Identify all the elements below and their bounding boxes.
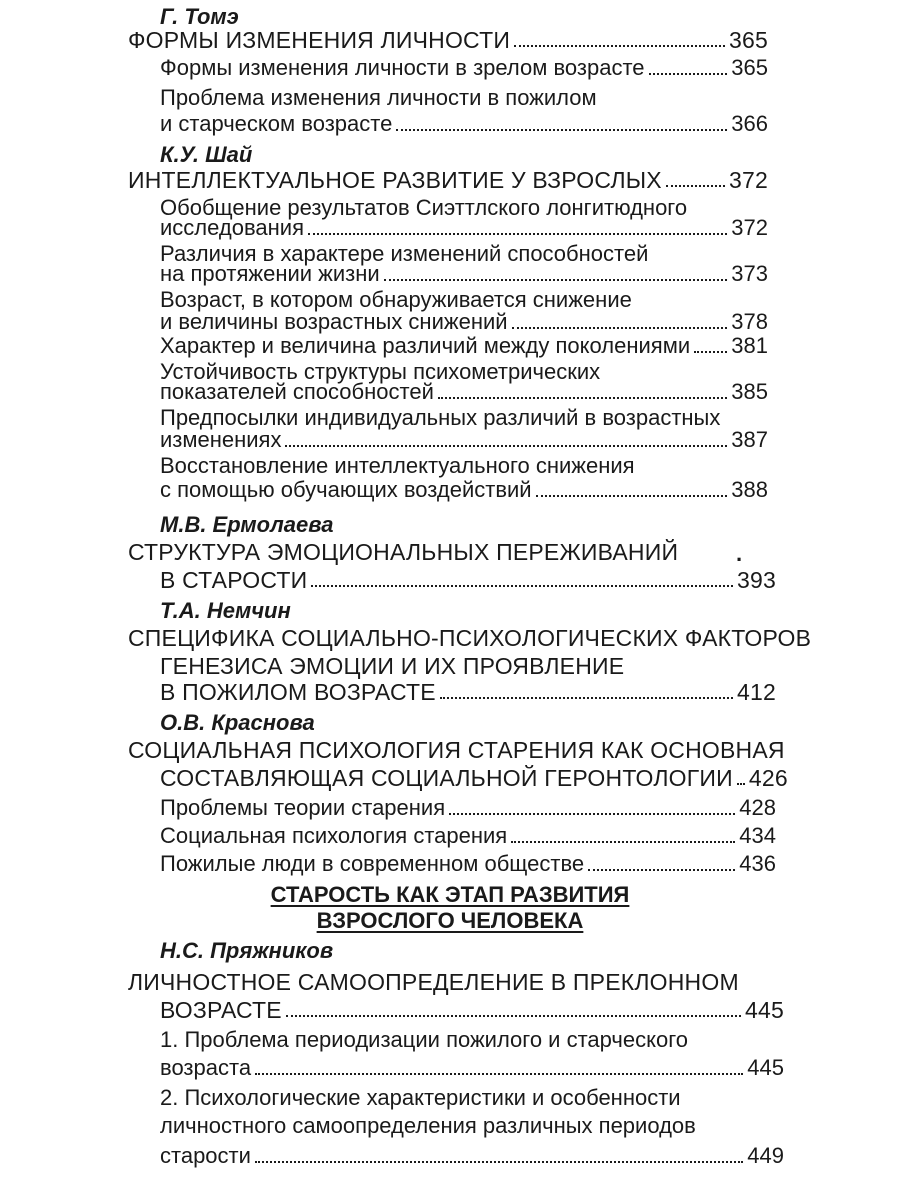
dot-leader [255, 1072, 743, 1075]
entry-title: 1. Проблема периодизации пожилого и старческого [160, 1027, 688, 1052]
dot-leader [396, 128, 727, 131]
dot-leader [737, 782, 745, 785]
entry-title: Социальная психология старения [160, 823, 508, 848]
toc-subentry[interactable] [160, 822, 776, 850]
page-number: 373 [731, 261, 768, 286]
entry-title: Обобщение результатов Сиэттлского лонгитюдного [160, 195, 688, 220]
page-number: 381 [731, 333, 768, 358]
toc-subentry-line [160, 1084, 784, 1112]
entry-title: Предпосылки индивидуальных различий в возрастных [160, 405, 721, 430]
page-number: 387 [731, 427, 768, 452]
toc-subentry[interactable] [160, 850, 776, 878]
page-number: 412 [737, 679, 776, 705]
entry-title: СОСТАВЛЯЮЩАЯ СОЦИАЛЬНОЙ ГЕРОНТОЛОГИИ [160, 765, 733, 791]
toc-entry[interactable] [160, 764, 788, 792]
entry-title: исследования [160, 215, 304, 240]
author-name: Т.А. Немчин [160, 598, 291, 623]
page-number: 385 [731, 379, 768, 404]
author-name: Н.С. Пряжников [160, 938, 334, 963]
dot-leader [511, 840, 735, 843]
dot-leader [649, 72, 728, 75]
toc-subentry[interactable] [160, 476, 768, 504]
author-name: М.В. Ермолаева [160, 512, 334, 537]
dot-leader [311, 584, 733, 587]
entry-title: и величины возрастных снижений [160, 309, 508, 334]
entry-title: Проблема изменения личности в пожилом [160, 85, 597, 110]
entry-title: на протяжении жизни [160, 261, 380, 286]
toc-entry[interactable] [160, 996, 784, 1024]
entry-title: Пожилые люди в современном обществе [160, 851, 585, 876]
dot-leader [308, 232, 727, 235]
entry-title: и старческом возрасте [160, 111, 393, 136]
page-number: 365 [731, 55, 768, 80]
entry-title: Восстановление интеллектуального снижения [160, 453, 635, 478]
entry-title: Характер и величина различий между поколениями [160, 333, 691, 358]
entry-title: ФОРМЫ ИЗМЕНЕНИЯ ЛИЧНОСТИ [128, 27, 511, 53]
dot-leader [255, 1160, 743, 1163]
toc-subentry[interactable] [160, 214, 768, 242]
dot-leader [512, 326, 728, 329]
entry-title: ВОЗРАСТЕ [160, 997, 282, 1023]
toc-entry-line [128, 538, 768, 566]
page-number: 366 [731, 111, 768, 136]
page-number: 388 [731, 477, 768, 502]
entry-title: 2. Психологические характеристики и особенности [160, 1085, 681, 1110]
entry-title: Возраст, в котором обнаруживается снижение [160, 287, 632, 312]
toc-subentry[interactable] [160, 1142, 784, 1170]
entry-title: старости [160, 1143, 251, 1168]
entry-title: ЛИЧНОСТНОЕ САМООПРЕДЕЛЕНИЕ В ПРЕКЛОННОМ [128, 969, 739, 995]
toc-entry-line [160, 652, 776, 680]
toc-subentry[interactable] [160, 1054, 784, 1082]
entry-title: ГЕНЕЗИСА ЭМОЦИИ И ИХ ПРОЯВЛЕНИЕ [160, 653, 625, 679]
entry-title: СОЦИАЛЬНАЯ ПСИХОЛОГИЯ СТАРЕНИЯ КАК ОСНОВНАЯ [128, 737, 785, 763]
entry-title: СТРУКТУРА ЭМОЦИОНАЛЬНЫХ ПЕРЕЖИВАНИЙ [128, 539, 679, 565]
page-number: 445 [747, 1055, 784, 1080]
entry-title: В СТАРОСТИ [160, 567, 308, 593]
page-number: 378 [731, 309, 768, 334]
toc-subentry-line [160, 1112, 784, 1140]
author-name: О.В. Краснова [160, 710, 315, 735]
toc-subentry[interactable] [160, 794, 776, 822]
dot-leader [536, 494, 728, 497]
page-number: 372 [731, 215, 768, 240]
toc-entry[interactable] [128, 166, 768, 194]
entry-title: Проблемы теории старения [160, 795, 446, 820]
toc-subentry[interactable] [160, 378, 768, 406]
toc-entry-line [128, 624, 812, 652]
entry-title: Формы изменения личности в зрелом возрасте [160, 55, 645, 80]
section-heading-line: СТАРОСТЬ КАК ЭТАП РАЗВИТИЯ [270, 882, 630, 907]
page-number: 365 [729, 27, 768, 53]
entry-title: с помощью обучающих воздействий [160, 477, 532, 502]
stray-dot-mark: · [736, 547, 744, 572]
toc-subentry[interactable] [160, 426, 768, 454]
dot-leader [384, 278, 728, 281]
entry-title: В ПОЖИЛОМ ВОЗРАСТЕ [160, 679, 436, 705]
page-number: 393 [737, 567, 776, 593]
dot-leader [694, 350, 727, 353]
page-number: 428 [739, 795, 776, 820]
dot-leader [666, 184, 725, 187]
toc-subentry[interactable] [160, 110, 768, 138]
section-heading [0, 882, 900, 908]
toc-subentry[interactable] [160, 260, 768, 288]
page-number: 372 [729, 167, 768, 193]
toc-subentry-line [160, 1026, 784, 1054]
section-heading-line: ВЗРОСЛОГО ЧЕЛОВЕКА [316, 908, 584, 933]
entry-title: изменениях [160, 427, 282, 452]
dot-leader [286, 1014, 741, 1017]
dot-leader [285, 444, 727, 447]
toc-subentry[interactable] [160, 54, 768, 82]
entry-title: Устойчивость структуры психометрических [160, 359, 601, 384]
dot-leader [449, 812, 735, 815]
dot-leader [440, 696, 733, 699]
dot-leader [588, 868, 735, 871]
dot-leader [438, 396, 727, 399]
entry-title: личностного самоопределения различных периодов [160, 1113, 696, 1138]
dot-leader [514, 44, 725, 47]
toc-subentry[interactable] [160, 332, 768, 360]
toc-entry[interactable] [128, 26, 768, 54]
section-heading [0, 908, 900, 934]
entry-title: Различия в характере изменений способностей [160, 241, 649, 266]
entry-title: возраста [160, 1055, 252, 1080]
page-number: 426 [748, 765, 788, 791]
toc-entry[interactable] [160, 566, 776, 594]
entry-title: СПЕЦИФИКА СОЦИАЛЬНО-ПСИХОЛОГИЧЕСКИХ ФАКТОРОВ [128, 625, 812, 651]
author-name: К.У. Шай [160, 142, 253, 167]
page-number: 449 [747, 1143, 784, 1168]
toc-entry[interactable] [160, 678, 776, 706]
toc-entry-line [128, 736, 788, 764]
toc-subentry-line [160, 84, 768, 112]
author-name: Г. Томэ [160, 4, 239, 29]
entry-title: показателей способностей [160, 379, 434, 404]
entry-title: ИНТЕЛЛЕКТУАЛЬНОЕ РАЗВИТИЕ У ВЗРОСЛЫХ [128, 167, 662, 193]
page-number: 434 [739, 823, 776, 848]
page-number: 436 [739, 851, 776, 876]
toc-entry-line [128, 968, 788, 996]
page-number: 445 [745, 997, 784, 1023]
